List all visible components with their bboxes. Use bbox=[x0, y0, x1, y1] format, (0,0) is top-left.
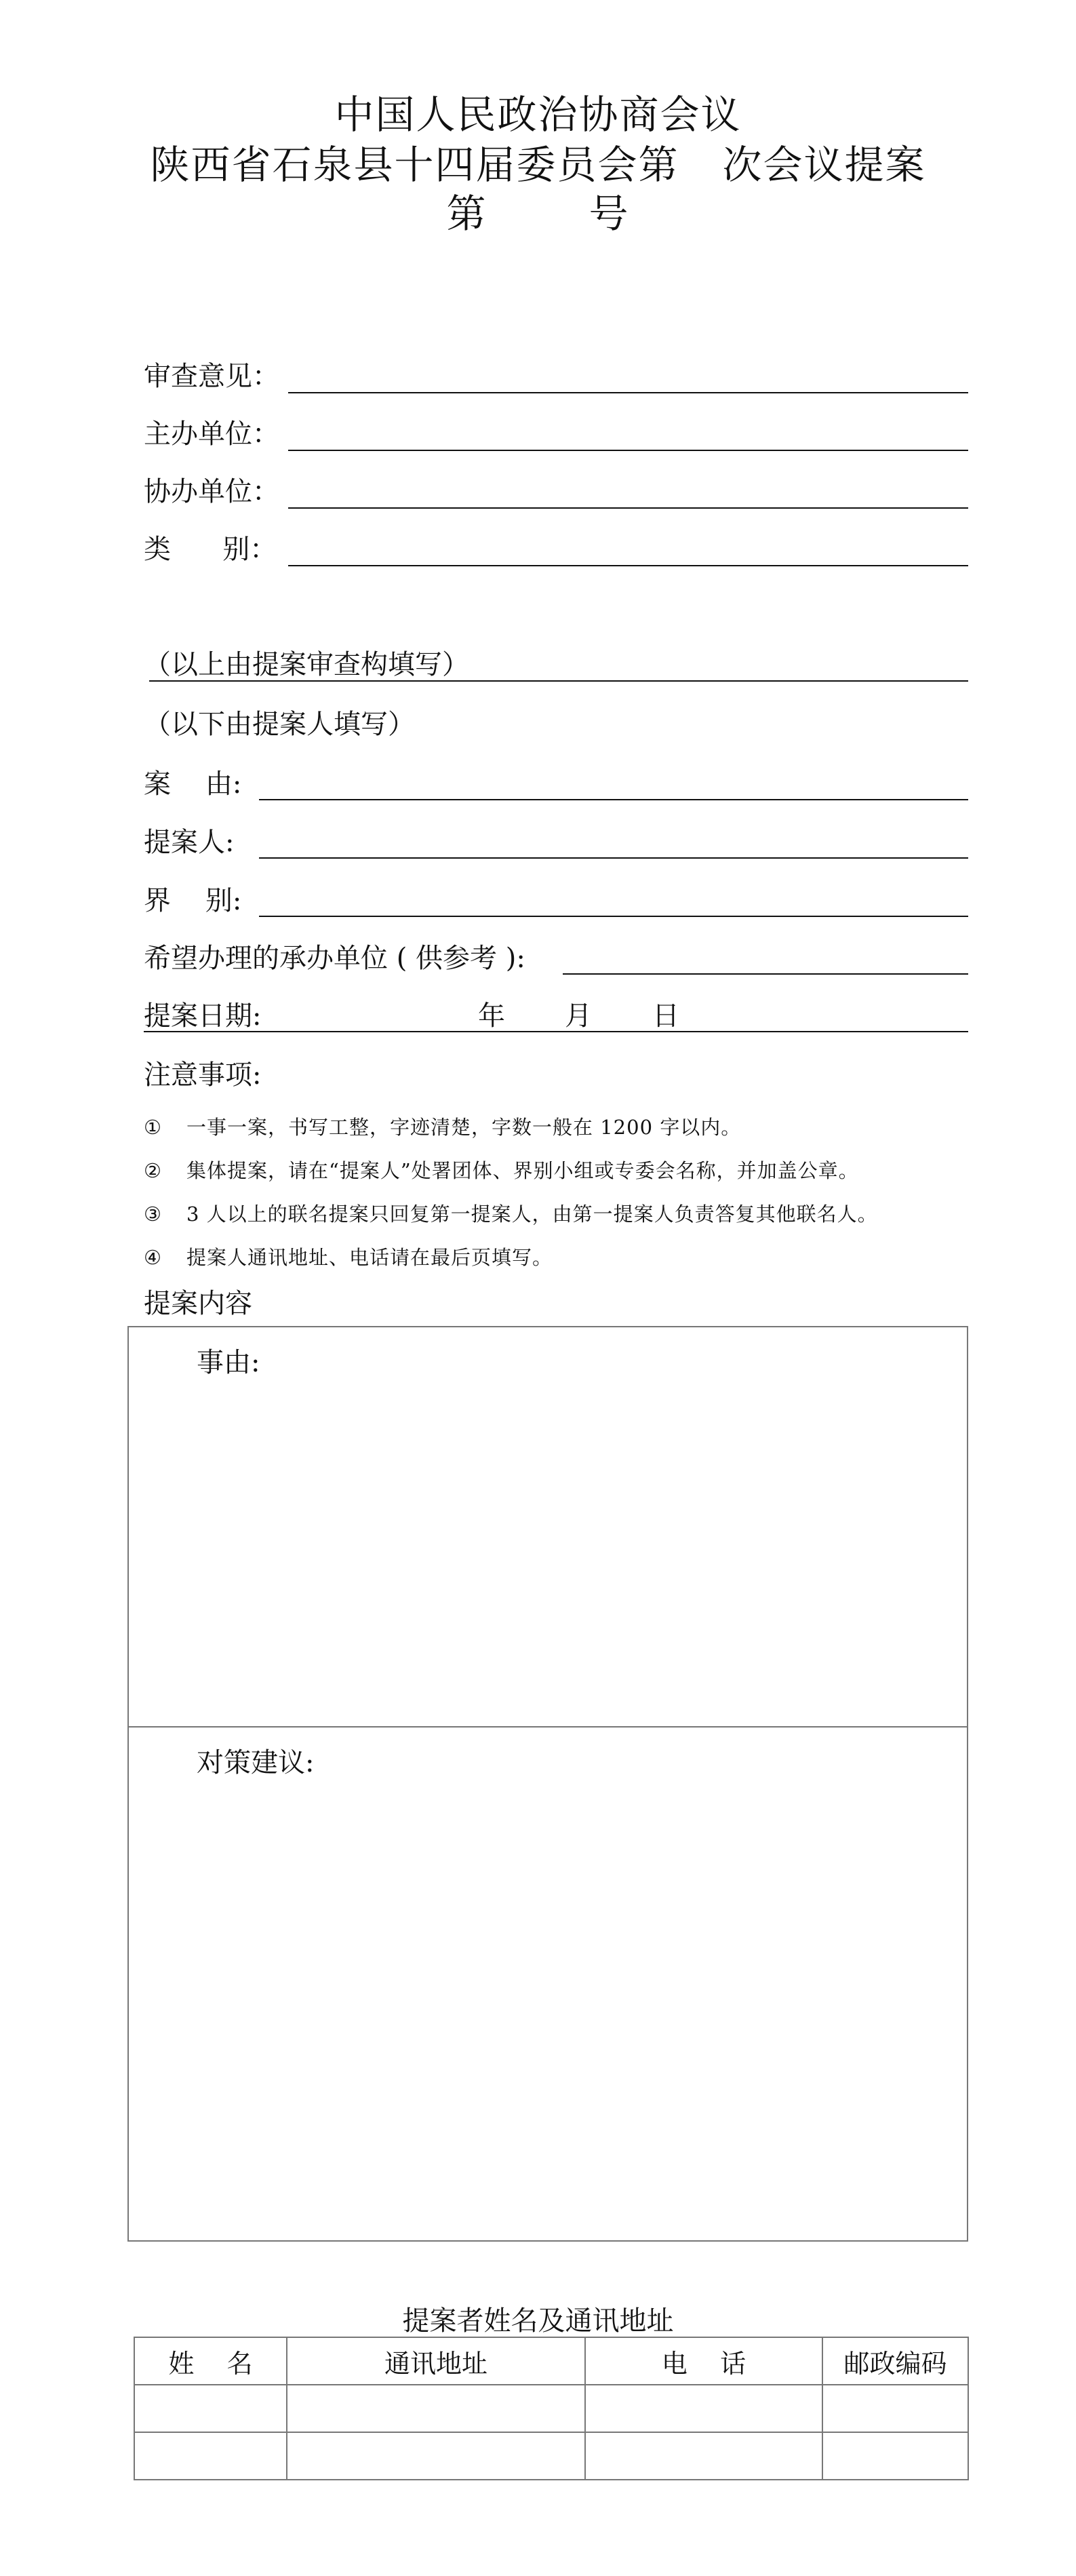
review-opinion-line[interactable] bbox=[288, 392, 968, 393]
notes-heading: 注意事项: bbox=[144, 1059, 262, 1091]
suggestion-input-area[interactable] bbox=[142, 1789, 953, 2223]
proposer-line[interactable] bbox=[259, 857, 968, 859]
header-postcode: 邮政编码 bbox=[822, 2337, 968, 2385]
proposer-field-label: 案 由: bbox=[144, 768, 242, 800]
note-item bbox=[144, 1118, 741, 1137]
proposer-field-label: 提案人: bbox=[144, 827, 235, 858]
phone-cell[interactable] bbox=[585, 2385, 822, 2432]
note-item bbox=[144, 1205, 878, 1224]
note-item bbox=[144, 1248, 553, 1268]
note-item bbox=[144, 1161, 859, 1181]
title-line-3-b: 号 bbox=[589, 191, 630, 237]
review-field-label: 类 别： bbox=[144, 534, 277, 565]
proposer-field-label: 界 别: bbox=[144, 885, 242, 916]
note-number: ② bbox=[144, 1159, 162, 1182]
header-name: 姓 名 bbox=[134, 2337, 287, 2385]
note-text: 3 人以上的联名提案只回复第一提案人，由第一提案人负责答复其他联名人。 bbox=[186, 1203, 878, 1226]
suggestion-label: 对策建议: bbox=[197, 1747, 315, 1778]
subject-line[interactable] bbox=[259, 799, 968, 800]
date-year: 年 bbox=[478, 1000, 505, 1032]
content-divider bbox=[129, 1726, 967, 1728]
reason-label: 事由: bbox=[197, 1347, 260, 1378]
co-unit-line[interactable] bbox=[288, 507, 968, 509]
table-row bbox=[134, 2385, 968, 2432]
date-month: 月 bbox=[565, 1000, 592, 1032]
table-row bbox=[134, 2432, 968, 2480]
proposer-note: （以下由提案人填写） bbox=[144, 709, 415, 740]
proposal-content-box bbox=[127, 1326, 968, 2242]
review-field-label: 协办单位： bbox=[144, 476, 279, 507]
note-number: ③ bbox=[144, 1203, 162, 1226]
reason-input-area[interactable] bbox=[142, 1388, 953, 1714]
title-line-2-b: 次会议提案 bbox=[722, 142, 926, 188]
note-number: ④ bbox=[144, 1246, 162, 1269]
note-text: 集体提案，请在“提案人”处署团体、界别小组或专委会名称，并加盖公章。 bbox=[186, 1159, 859, 1182]
contact-table-title: 提案者姓名及通讯地址 bbox=[402, 2305, 674, 2337]
review-field-label: 审查意见： bbox=[144, 361, 279, 392]
date-label: 提案日期: bbox=[144, 1000, 262, 1032]
review-note-line bbox=[149, 680, 968, 682]
postcode-cell[interactable] bbox=[822, 2432, 968, 2480]
handling-unit-line[interactable] bbox=[563, 973, 968, 975]
review-field-label: 主办单位： bbox=[144, 418, 279, 450]
note-number: ① bbox=[144, 1116, 162, 1139]
phone-cell[interactable] bbox=[585, 2432, 822, 2480]
title-line-1: 中国人民政治协商会议 bbox=[334, 92, 742, 138]
title-line-2 bbox=[0, 142, 1076, 188]
content-heading: 提案内容 bbox=[144, 1288, 252, 1319]
address-cell[interactable] bbox=[287, 2432, 585, 2480]
date-line[interactable] bbox=[144, 1031, 968, 1032]
category-line[interactable] bbox=[288, 565, 968, 566]
title-line-2-a: 陕西省石泉县十四届委员会第 bbox=[150, 142, 679, 188]
contact-table bbox=[134, 2337, 969, 2480]
table-header-row bbox=[134, 2337, 968, 2385]
address-cell[interactable] bbox=[287, 2385, 585, 2432]
date-day: 日 bbox=[652, 1000, 679, 1032]
host-unit-line[interactable] bbox=[288, 450, 968, 451]
title-line-3 bbox=[0, 191, 1076, 237]
postcode-cell[interactable] bbox=[822, 2385, 968, 2432]
sector-line[interactable] bbox=[259, 916, 968, 917]
note-text: 一事一案，书写工整，字迹清楚，字数一般在 1200 字以内。 bbox=[186, 1116, 742, 1139]
name-cell[interactable] bbox=[134, 2385, 287, 2432]
title-line-3-a: 第 bbox=[446, 191, 487, 237]
header-address: 通讯地址 bbox=[287, 2337, 585, 2385]
header-phone: 电 话 bbox=[585, 2337, 822, 2385]
review-note: （以上由提案审查构填写） bbox=[144, 649, 469, 680]
name-cell[interactable] bbox=[134, 2432, 287, 2480]
note-text: 提案人通讯地址、电话请在最后页填写。 bbox=[186, 1246, 553, 1269]
proposer-field-label: 希望办理的承办单位 ( 供参考 ): bbox=[144, 943, 525, 974]
